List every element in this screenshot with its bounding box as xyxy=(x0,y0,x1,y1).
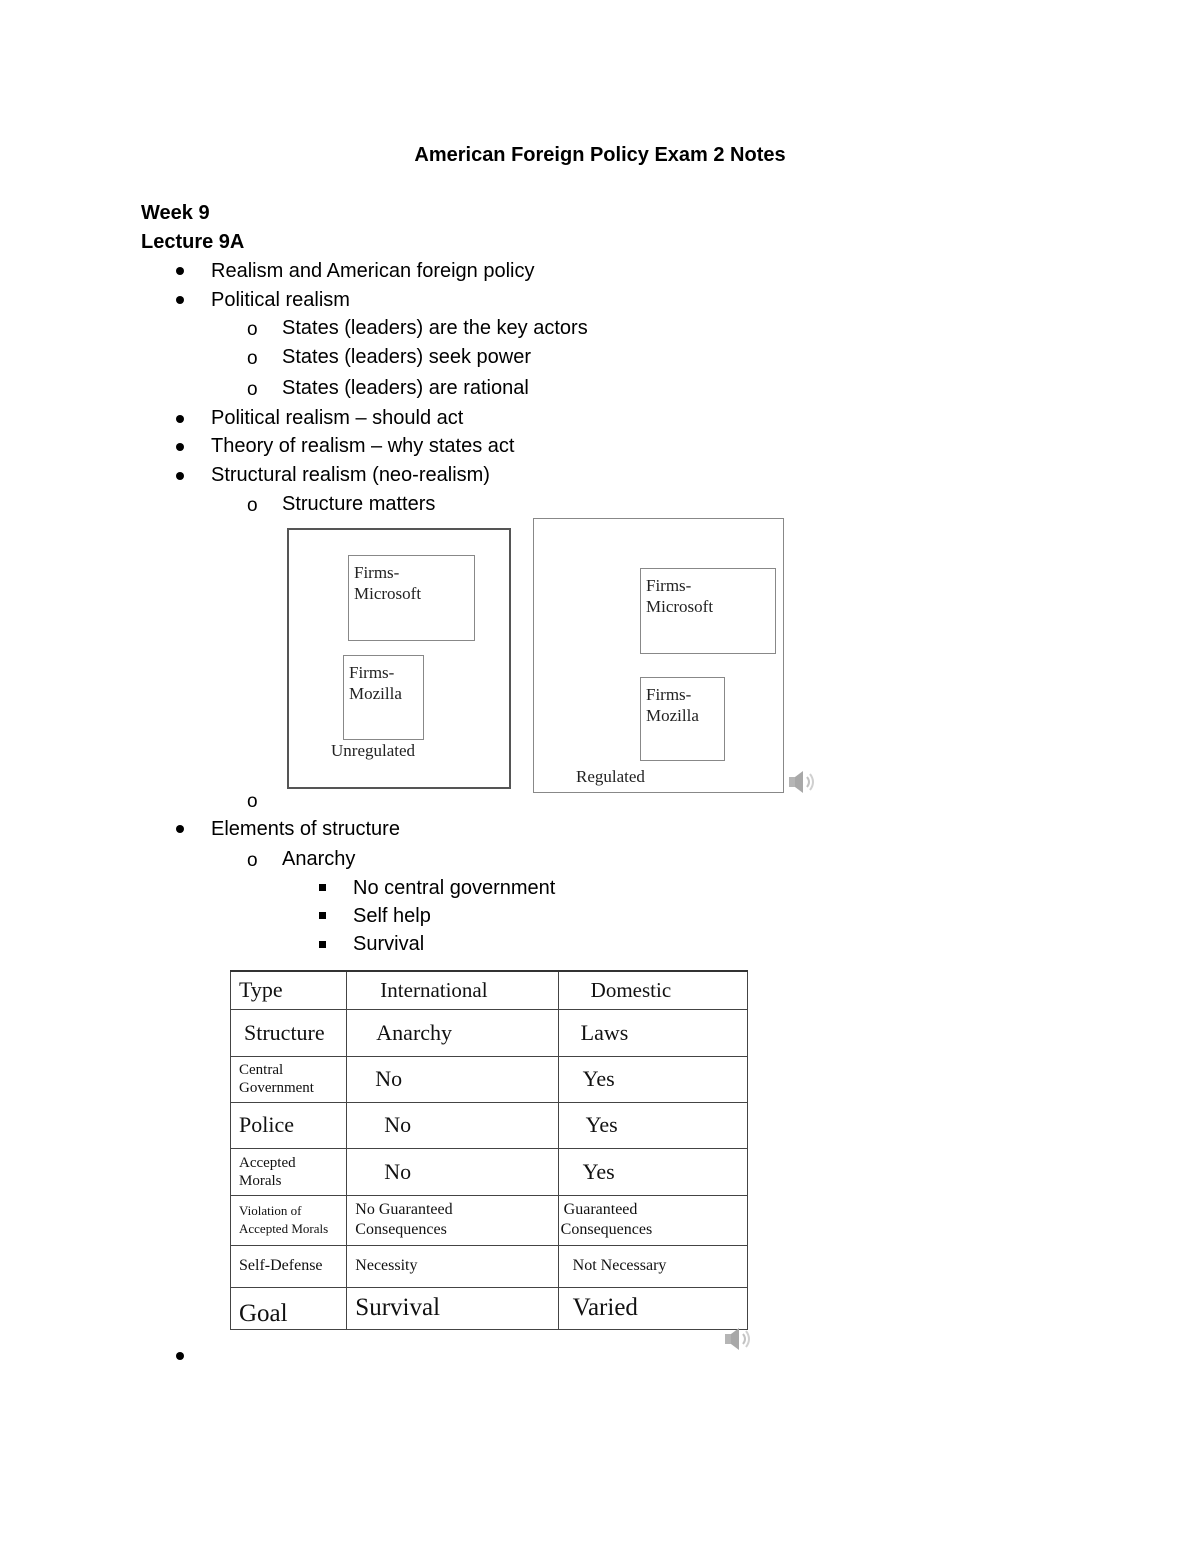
table-header-cell: International xyxy=(347,971,558,1009)
bullet-dot xyxy=(176,296,184,304)
table-header-cell: Domestic xyxy=(558,971,747,1009)
firm-name: Microsoft xyxy=(646,597,714,616)
table-cell-line: Guaranteed xyxy=(563,1201,638,1218)
table-cell-line: Violation of xyxy=(239,1203,302,1218)
bullet-square xyxy=(319,912,326,919)
table-cell: No xyxy=(347,1148,558,1195)
unregulated-diagram xyxy=(287,528,511,789)
table-cell-line: Consequences xyxy=(560,1221,653,1238)
list-item: States (leaders) seek power xyxy=(282,346,532,368)
table-cell-line: Morals xyxy=(239,1172,282,1189)
firm-label: Firms- xyxy=(354,563,400,582)
list-item: Structural realism (neo-realism) xyxy=(211,464,490,486)
table-cell-line: Accepted xyxy=(239,1154,296,1171)
bullet-square xyxy=(319,941,326,948)
regulated-diagram xyxy=(533,518,784,793)
regulated-label: Regulated xyxy=(576,767,645,786)
table-cell: Yes xyxy=(558,1102,747,1148)
table-cell xyxy=(231,1195,347,1245)
table-cell-line: Consequences xyxy=(355,1221,447,1238)
firm-mozilla-box xyxy=(343,655,424,740)
table-header-row xyxy=(231,971,748,1009)
lecture-heading: Lecture 9A xyxy=(141,231,245,253)
table-cell: Survival xyxy=(347,1287,558,1329)
firm-name: Mozilla xyxy=(646,706,699,725)
bullet-circle: o xyxy=(247,348,258,369)
list-item: Survival xyxy=(353,933,425,955)
table-row xyxy=(231,1009,748,1056)
list-item: States (leaders) are the key actors xyxy=(282,317,588,339)
table-cell: Police xyxy=(231,1102,347,1148)
table-cell xyxy=(558,1195,747,1245)
table-cell: Laws xyxy=(558,1009,747,1056)
table-row xyxy=(231,1245,748,1287)
table-cell-line: No Guaranteed xyxy=(355,1201,453,1218)
table-row xyxy=(231,1148,748,1195)
bullet-circle: o xyxy=(247,379,258,400)
list-item: Self help xyxy=(353,905,431,927)
firm-name: Microsoft xyxy=(354,584,422,603)
table-cell: Yes xyxy=(558,1056,747,1102)
table-cell-line: Accepted Morals xyxy=(239,1221,329,1236)
table-cell: Self-Defense xyxy=(231,1245,347,1287)
list-item: Realism and American foreign policy xyxy=(211,260,535,282)
table-row xyxy=(231,1195,748,1245)
list-item: States (leaders) are rational xyxy=(282,377,529,399)
table-row xyxy=(231,1056,748,1102)
list-item: No central government xyxy=(353,877,556,899)
table-cell: No xyxy=(347,1102,558,1148)
audio-speaker-icon[interactable] xyxy=(722,1325,752,1353)
table-cell: Anarchy xyxy=(347,1009,558,1056)
table-row xyxy=(231,1102,748,1148)
bullet-dot xyxy=(176,825,184,833)
list-item: Elements of structure xyxy=(211,818,400,840)
firm-label: Firms- xyxy=(646,576,692,595)
list-item: Political realism – should act xyxy=(211,407,464,429)
bullet-dot xyxy=(176,472,184,480)
table-cell: Not Necessary xyxy=(558,1245,747,1287)
table-cell-line: Government xyxy=(239,1080,314,1096)
firm-microsoft-box xyxy=(640,568,776,654)
list-item: Theory of realism – why states act xyxy=(211,435,515,457)
table-cell xyxy=(347,1195,558,1245)
list-item: Anarchy xyxy=(282,848,356,870)
list-item: Political realism xyxy=(211,289,350,311)
audio-speaker-icon[interactable] xyxy=(786,768,816,796)
bullet-circle: o xyxy=(247,850,258,871)
firm-microsoft-box xyxy=(348,555,475,641)
list-item: Structure matters xyxy=(282,493,436,515)
table-cell: Structure xyxy=(231,1009,347,1056)
bullet-dot xyxy=(176,443,184,451)
bullet-dot xyxy=(176,267,184,275)
document-title: American Foreign Policy Exam 2 Notes xyxy=(414,144,786,166)
bullet-circle: o xyxy=(247,791,258,812)
firm-name: Mozilla xyxy=(349,684,402,703)
firm-label: Firms- xyxy=(646,685,692,704)
firm-label: Firms- xyxy=(349,663,395,682)
table-cell: Yes xyxy=(558,1148,747,1195)
table-cell xyxy=(231,1056,347,1102)
bullet-circle: o xyxy=(247,319,258,340)
table-cell: Necessity xyxy=(347,1245,558,1287)
unregulated-label: Unregulated xyxy=(331,741,416,760)
table-cell-line: Central xyxy=(239,1062,284,1078)
table-header-cell: Type xyxy=(231,971,347,1009)
table-row xyxy=(231,1287,748,1329)
week-heading: Week 9 xyxy=(141,202,210,224)
table-cell: Varied xyxy=(558,1287,747,1329)
bullet-square xyxy=(319,884,326,891)
table-cell: Goal xyxy=(231,1287,347,1329)
table-cell: No xyxy=(347,1056,558,1102)
bullet-dot xyxy=(176,1352,184,1360)
bullet-circle: o xyxy=(247,495,258,516)
firm-mozilla-box xyxy=(640,677,725,761)
table-cell xyxy=(231,1148,347,1195)
bullet-dot xyxy=(176,415,184,423)
structure-comparison-table xyxy=(230,970,748,1330)
